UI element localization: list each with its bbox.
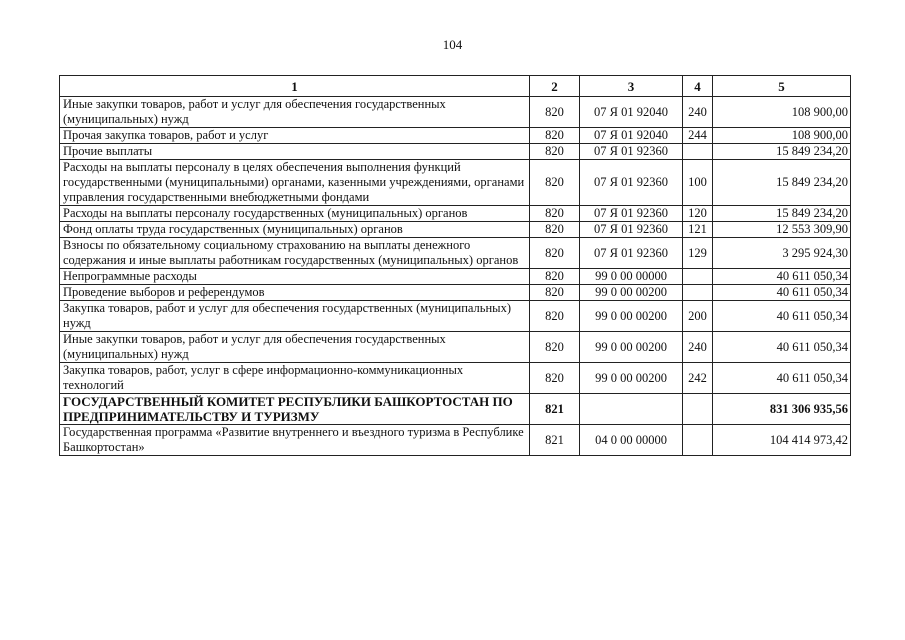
row-col-3: 99 0 00 00200 [580, 285, 683, 301]
row-col-2: 821 [530, 425, 580, 456]
row-col-2: 820 [530, 332, 580, 363]
row-name: Фонд оплаты труда государственных (муниципальных) органов [60, 222, 530, 238]
row-col-5: 104 414 973,42 [713, 425, 851, 456]
row-col-5: 15 849 234,20 [713, 144, 851, 160]
budget-table [59, 75, 851, 456]
table-row [60, 425, 851, 456]
row-col-3: 99 0 00 00200 [580, 301, 683, 332]
row-col-2: 820 [530, 238, 580, 269]
row-name: Взносы по обязательному социальному страхованию на выплаты денежного содержания и иные выплаты работникам государственных (муниципальных) органов [60, 238, 530, 269]
row-col-3: 99 0 00 00000 [580, 269, 683, 285]
table-row [60, 301, 851, 332]
row-name: Закупка товаров, работ и услуг для обеспечения государственных (муниципальных) нужд [60, 301, 530, 332]
table-row [60, 97, 851, 128]
row-name: Прочая закупка товаров, работ и услуг [60, 128, 530, 144]
row-col-4 [683, 425, 713, 456]
row-col-4: 244 [683, 128, 713, 144]
table-row [60, 238, 851, 269]
row-col-5: 40 611 050,34 [713, 363, 851, 394]
header-col-2: 2 [530, 76, 580, 97]
row-col-5: 40 611 050,34 [713, 269, 851, 285]
table-row [60, 222, 851, 238]
row-col-4: 242 [683, 363, 713, 394]
row-name: Иные закупки товаров, работ и услуг для обеспечения государственных (муниципальных) нужд [60, 332, 530, 363]
row-col-2: 820 [530, 363, 580, 394]
row-col-2: 820 [530, 206, 580, 222]
table-row [60, 144, 851, 160]
row-col-3: 07 Я 01 92360 [580, 238, 683, 269]
row-col-3: 07 Я 01 92040 [580, 128, 683, 144]
row-col-5: 40 611 050,34 [713, 332, 851, 363]
row-col-4: 240 [683, 97, 713, 128]
row-col-4 [683, 269, 713, 285]
row-col-5: 15 849 234,20 [713, 160, 851, 206]
row-col-3: 07 Я 01 92360 [580, 160, 683, 206]
row-col-5: 3 295 924,30 [713, 238, 851, 269]
row-col-2: 820 [530, 222, 580, 238]
header-col-5: 5 [713, 76, 851, 97]
row-name: Расходы на выплаты персоналу в целях обеспечения выполнения функций государственными (муниципальными) органами, казенными учреждениями, органами управления государственными внебюджетными фондами [60, 160, 530, 206]
row-col-4: 121 [683, 222, 713, 238]
row-col-4 [683, 144, 713, 160]
table-header-row [60, 76, 851, 97]
row-col-3 [580, 394, 683, 425]
table-row [60, 394, 851, 425]
row-col-2: 820 [530, 269, 580, 285]
row-col-5: 15 849 234,20 [713, 206, 851, 222]
row-name: Государственная программа «Развитие внутреннего и въездного туризма в Республике Башкортостан» [60, 425, 530, 456]
table-row [60, 363, 851, 394]
row-col-2: 820 [530, 128, 580, 144]
row-col-2: 821 [530, 394, 580, 425]
table-row [60, 285, 851, 301]
row-col-3: 07 Я 01 92360 [580, 222, 683, 238]
table-row [60, 206, 851, 222]
header-col-1: 1 [60, 76, 530, 97]
table-row [60, 160, 851, 206]
row-col-4: 129 [683, 238, 713, 269]
row-col-2: 820 [530, 160, 580, 206]
row-col-5: 108 900,00 [713, 97, 851, 128]
row-col-2: 820 [530, 285, 580, 301]
row-col-3: 07 Я 01 92360 [580, 206, 683, 222]
row-col-4: 200 [683, 301, 713, 332]
row-col-3: 04 0 00 00000 [580, 425, 683, 456]
row-name: Непрограммные расходы [60, 269, 530, 285]
row-col-2: 820 [530, 301, 580, 332]
row-name: Прочие выплаты [60, 144, 530, 160]
row-col-2: 820 [530, 144, 580, 160]
row-col-4 [683, 285, 713, 301]
row-col-4: 120 [683, 206, 713, 222]
page-number: 104 [442, 37, 463, 52]
row-col-2: 820 [530, 97, 580, 128]
row-col-5: 831 306 935,56 [713, 394, 851, 425]
row-col-4: 240 [683, 332, 713, 363]
row-col-3: 07 Я 01 92360 [580, 144, 683, 160]
table-row [60, 269, 851, 285]
header-col-4: 4 [683, 76, 713, 97]
row-name: Расходы на выплаты персоналу государственных (муниципальных) органов [60, 206, 530, 222]
row-name: Закупка товаров, работ, услуг в сфере информационно-коммуникационных технологий [60, 363, 530, 394]
row-name: ГОСУДАРСТВЕННЫЙ КОМИТЕТ РЕСПУБЛИКИ БАШКОРТОСТАН ПО ПРЕДПРИНИМАТЕЛЬСТВУ И ТУРИЗМУ [60, 394, 530, 425]
row-name: Иные закупки товаров, работ и услуг для обеспечения государственных (муниципальных) нужд [60, 97, 530, 128]
row-col-4: 100 [683, 160, 713, 206]
row-col-3: 99 0 00 00200 [580, 332, 683, 363]
table-row [60, 128, 851, 144]
row-col-5: 108 900,00 [713, 128, 851, 144]
row-col-3: 99 0 00 00200 [580, 363, 683, 394]
header-col-3: 3 [580, 76, 683, 97]
row-col-5: 12 553 309,90 [713, 222, 851, 238]
row-col-5: 40 611 050,34 [713, 301, 851, 332]
row-col-4 [683, 394, 713, 425]
row-name: Проведение выборов и референдумов [60, 285, 530, 301]
table-row [60, 332, 851, 363]
row-col-3: 07 Я 01 92040 [580, 97, 683, 128]
row-col-5: 40 611 050,34 [713, 285, 851, 301]
